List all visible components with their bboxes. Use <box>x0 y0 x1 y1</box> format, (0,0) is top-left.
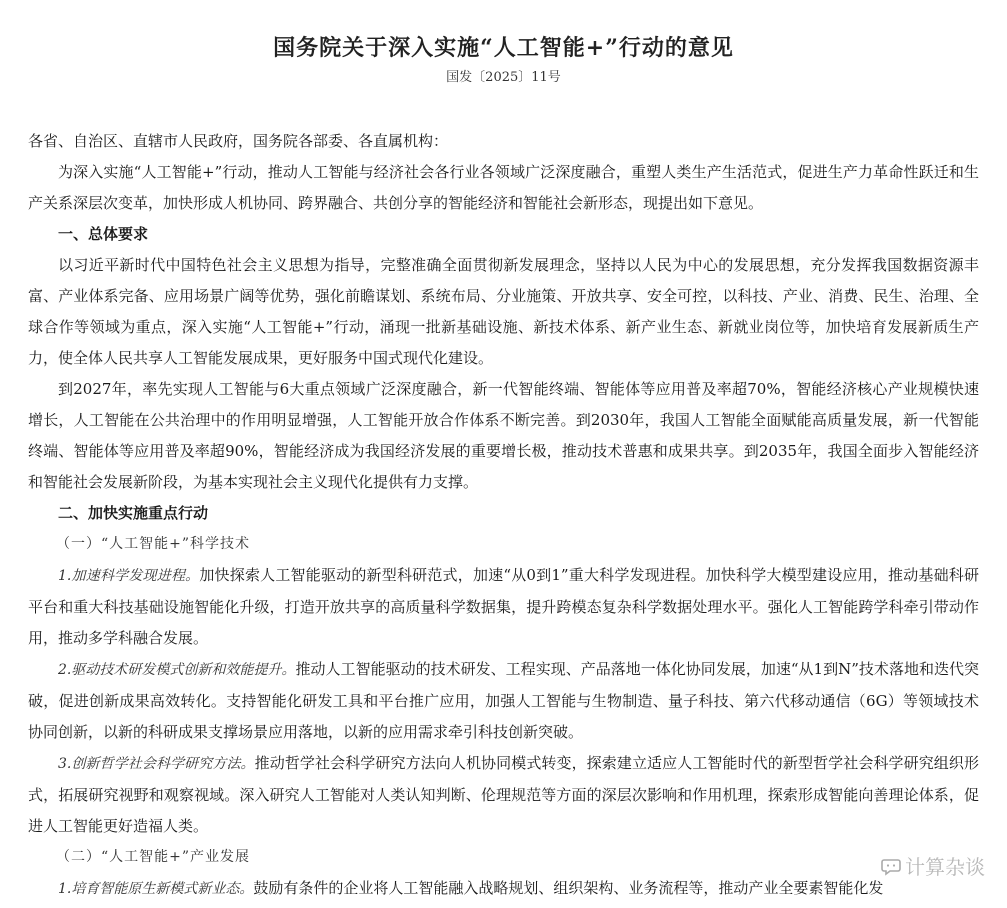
watermark-text: 计算杂谈 <box>905 855 985 879</box>
watermark <box>881 851 985 880</box>
document-number: 国发〔2025〕11号 <box>446 70 561 85</box>
item-text: 鼓励有条件的企业将人工智能融入战略规划、组织架构、业务流程等，推动产业全要素智能化发 <box>253 879 884 897</box>
list-item <box>28 654 979 748</box>
item-title: 1.培育智能原生新模式新业态。 <box>58 881 254 897</box>
intro-paragraph: 为深入实施“人工智能+”行动，推动人工智能与经济社会各行业各领域广泛深度融合，重塑人类生产生活范式，促进生产力革命性跃迁和生产关系深层次变革，加快形成人机协同、跨界融合、共创分享的智能经济和智能社会新形态，现提出如下意见。 <box>28 163 979 212</box>
item-text: 推动哲学社会科学研究方法向人机协同模式转变，探索建立适应人工智能时代的新型哲学社会科学研究组织形式，拓展研究视野和观察视域。深入研究人工智能对人类认知判断、伦理规范等方面的深层次影响和作用机理，探索形成智能向善理论体系，促进人工智能更好造福人类。 <box>28 754 979 835</box>
section-heading-key-actions: 二、加快实施重点行动 <box>58 504 209 522</box>
item-text: 推动人工智能驱动的技术研发、工程实现、产品落地一体化协同发展，加速“从1到N”技术落地和迭代突破，促进创新成果高效转化。支持智能化研发工具和平台推广应用，加强人工智能与生物制造、量子科技、第六代移动通信（6G）等领域技术协同创新，以新的科研成果支撑场景应用落地，以新的应用需求牵引科技创新突破。 <box>28 660 979 741</box>
document-title: 国务院关于深入实施“人工智能+”行动的意见 <box>273 35 734 61</box>
item-title: 1.加速科学发现进程。 <box>58 568 200 584</box>
paragraph-targets: 到2027年，率先实现人工智能与6大重点领域广泛深度融合，新一代智能终端、智能体等应用普及率超70%，智能经济核心产业规模快速增长，人工智能在公共治理中的作用明显增强，人工智能开放合作体系不断完善。到2030年，我国人工智能全面赋能高质量发展，新一代智能终端、智能体等应用普及率超90%，智能经济成为我国经济发展的重要增长极，推动技术普惠和成果共享。到2035年，我国全面步入智能经济和智能社会发展新阶段，为基本实现社会主义现代化提供有力支撑。 <box>28 380 979 491</box>
document-body <box>28 126 979 905</box>
paragraph-guiding-thought: 以习近平新时代中国特色社会主义思想为指导，完整准确全面贯彻新发展理念，坚持以人民为中心的发展思想，充分发挥我国数据资源丰富、产业体系完备、应用场景广阔等优势，强化前瞻谋划、系统布局、分业施策、开放共享、安全可控，以科技、产业、消费、民生、治理、全球合作等领域为重点，深入实施“人工智能+”行动，涌现一批新基础设施、新技术体系、新产业生态、新就业岗位等，加快培育发展新质生产力，使全体人民共享人工智能发展成果，更好服务中国式现代化建设。 <box>28 256 979 367</box>
subsection-heading-industry: （二）“人工智能+”产业发展 <box>56 849 251 865</box>
item-text: 加快探索人工智能驱动的新型科研范式，加速“从0到1”重大科学发现进程。加快科学大模型建设应用，推动基础科研平台和重大科技基础设施智能化升级，打造开放共享的高质量科学数据集，提升跨模态复杂科学数据处理水平。强化人工智能跨学科牵引带动作用，推动多学科融合发展。 <box>28 566 979 647</box>
salutation: 各省、自治区、直辖市人民政府，国务院各部委、各直属机构： <box>28 132 449 150</box>
list-item <box>28 560 979 654</box>
list-item <box>28 748 979 842</box>
subsection-heading-science-tech: （一）“人工智能+”科学技术 <box>56 536 251 552</box>
chat-bubble-icon <box>881 856 901 876</box>
item-title: 3.创新哲学社会科学研究方法。 <box>58 756 255 772</box>
item-title: 2.驱动技术研发模式创新和效能提升。 <box>58 662 296 678</box>
list-item <box>28 873 979 905</box>
section-heading-general-requirements: 一、总体要求 <box>58 225 149 243</box>
